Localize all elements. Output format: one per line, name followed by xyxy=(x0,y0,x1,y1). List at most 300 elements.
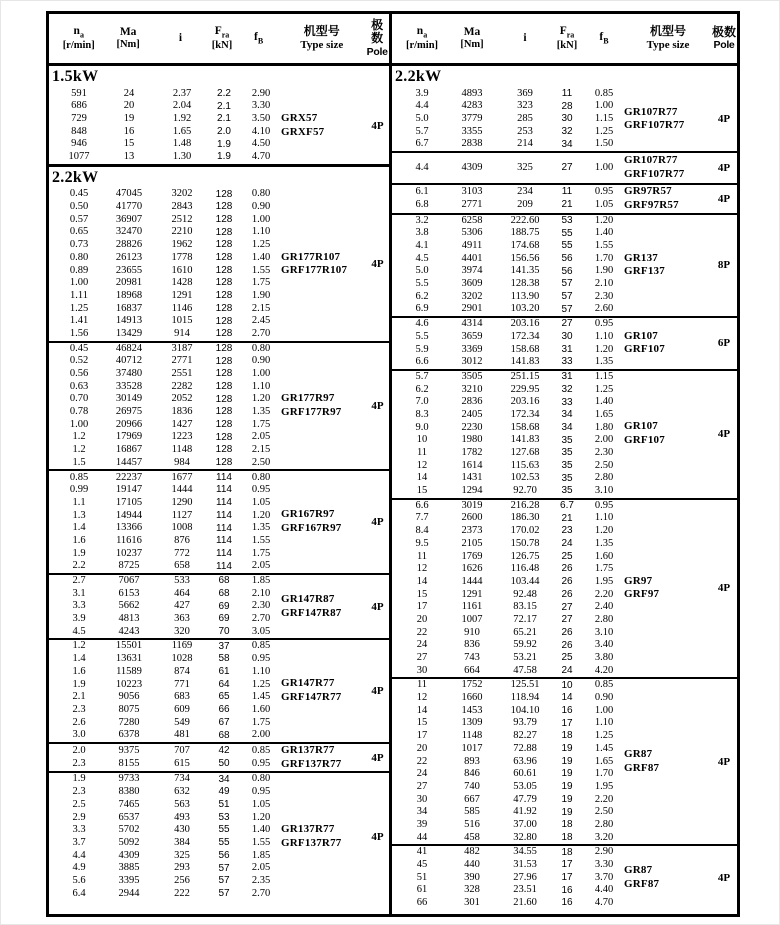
radial-force-value: 14 xyxy=(561,692,573,704)
torque-value: 667 xyxy=(464,793,480,805)
table-row xyxy=(57,799,281,812)
torque-value: 13 xyxy=(123,151,135,163)
ratio-value: 41.92 xyxy=(513,806,537,818)
torque-value: 30149 xyxy=(115,393,143,405)
radial-force-value: 34 xyxy=(561,138,573,150)
speed-value: 946 xyxy=(71,138,87,150)
speed-value: 5.7 xyxy=(415,370,429,382)
torque-value: 440 xyxy=(464,859,480,870)
type-size-value: GR147R77 xyxy=(281,677,335,690)
ratio-value: 427 xyxy=(174,600,190,612)
table-row xyxy=(400,240,624,253)
service-factor-value: 1.90 xyxy=(251,289,271,301)
radial-force-value: 55 xyxy=(561,227,573,239)
table-row xyxy=(57,640,281,653)
ratio-value: 2.37 xyxy=(172,87,192,99)
service-factor-value: 2.15 xyxy=(251,444,271,456)
table-row xyxy=(400,717,624,730)
radial-force-value: 51 xyxy=(218,799,230,811)
table-right-body xyxy=(392,66,737,914)
ratio-value: 103.44 xyxy=(510,575,540,587)
torque-value: 16867 xyxy=(115,444,143,456)
service-factor-value: 2.35 xyxy=(251,874,271,886)
radial-force-value: 128 xyxy=(215,328,233,340)
service-factor-value: 1.10 xyxy=(251,380,271,392)
radial-force-value: 56 xyxy=(561,252,573,264)
table-row xyxy=(400,755,624,768)
torque-value: 26975 xyxy=(115,406,143,418)
torque-value: 17969 xyxy=(115,431,143,443)
speed-value: 0.63 xyxy=(69,380,89,392)
service-factor-value: 3.30 xyxy=(251,100,271,112)
service-factor-value: 3.10 xyxy=(594,485,614,497)
ratio-value: 222 xyxy=(174,887,190,899)
service-factor-value: 3.05 xyxy=(251,625,271,637)
service-factor-value: 1.95 xyxy=(594,780,614,792)
table-row xyxy=(57,328,281,341)
ratio-value: 609 xyxy=(174,703,190,715)
ratio-value: 172.34 xyxy=(510,330,540,342)
service-factor-value: 2.80 xyxy=(594,472,614,484)
table-row xyxy=(57,824,281,837)
type-size-cell xyxy=(624,575,712,603)
torque-value: 3885 xyxy=(118,862,140,874)
pole-value: 4P xyxy=(371,258,384,271)
radial-force-value: 30 xyxy=(561,331,573,343)
ratio-value: 2771 xyxy=(171,355,193,367)
radial-force-value: 57 xyxy=(218,862,230,874)
service-factor-value: 1.40 xyxy=(251,824,271,836)
service-factor-value: 1.55 xyxy=(251,534,271,546)
service-factor-value: 0.95 xyxy=(251,653,271,665)
torque-value: 18968 xyxy=(115,289,143,301)
radial-force-value: 1.9 xyxy=(217,151,231,163)
torque-value: 4309 xyxy=(461,161,483,173)
table-row xyxy=(57,691,281,704)
type-size-value: GR137R77 xyxy=(281,743,335,756)
radial-force-value: 19 xyxy=(561,806,573,818)
torque-value: 4893 xyxy=(461,87,483,99)
speed-value: 3.1 xyxy=(72,587,86,599)
speed-value: 8.4 xyxy=(415,525,429,537)
ratio-value: 683 xyxy=(174,691,190,703)
radial-force-value: 19 xyxy=(561,768,573,780)
ratio-value: 2.04 xyxy=(172,100,192,112)
torque-value: 458 xyxy=(464,831,480,843)
table-row xyxy=(400,639,624,652)
torque-value: 40712 xyxy=(115,355,143,367)
service-factor-value: 0.85 xyxy=(594,679,614,691)
pole-value: 4P xyxy=(717,871,731,884)
ratio-value: 116.48 xyxy=(510,563,540,575)
speed-value: 2.3 xyxy=(72,703,86,715)
spec-block xyxy=(392,498,737,678)
radial-force-value: 128 xyxy=(215,201,233,213)
torque-value: 516 xyxy=(464,818,480,830)
speed-value: 11 xyxy=(416,550,428,562)
radial-force-value: 30 xyxy=(561,113,573,125)
service-factor-value: 4.20 xyxy=(594,664,614,676)
radial-force-value: 6.7 xyxy=(560,500,574,511)
ratio-value: 141.83 xyxy=(510,356,540,368)
speed-value: 0.52 xyxy=(69,355,89,367)
ratio-value: 256 xyxy=(174,874,190,886)
table-right-half xyxy=(389,14,737,914)
service-factor-value: 1.85 xyxy=(251,849,271,861)
radial-force-value: 35 xyxy=(561,434,573,446)
ratio-value: 32.80 xyxy=(513,831,537,843)
service-factor-value: 1.25 xyxy=(594,125,614,137)
torque-value: 1769 xyxy=(461,550,483,562)
speed-value: 6.7 xyxy=(415,138,429,150)
numeric-rows xyxy=(57,640,281,742)
speed-value: 51 xyxy=(416,871,428,883)
service-factor-value: 2.05 xyxy=(251,862,271,874)
table-row xyxy=(400,278,624,291)
numeric-rows xyxy=(57,343,281,470)
table-row xyxy=(57,786,281,799)
torque-value: 2838 xyxy=(461,138,483,150)
numeric-rows xyxy=(400,679,624,844)
torque-value: 2405 xyxy=(461,408,483,420)
type-size-cell xyxy=(624,252,712,280)
torque-value: 47045 xyxy=(115,188,143,200)
speed-value: 2.2 xyxy=(72,560,86,572)
spec-block xyxy=(392,844,737,909)
ratio-value: 118.94 xyxy=(510,692,540,704)
table-row xyxy=(57,666,281,679)
table-row xyxy=(57,717,281,730)
service-factor-value: 1.35 xyxy=(251,406,271,418)
spec-block xyxy=(392,677,737,844)
table-row xyxy=(400,343,624,356)
table-row xyxy=(400,215,624,228)
type-size-value: GR97R57 xyxy=(624,185,672,198)
radial-force-value: 53 xyxy=(561,214,573,226)
torque-value: 3210 xyxy=(461,383,483,395)
service-factor-value: 2.90 xyxy=(594,846,614,858)
torque-value: 2901 xyxy=(461,303,483,315)
power-section xyxy=(49,66,389,164)
service-factor-value: 1.25 xyxy=(594,383,614,395)
table-row xyxy=(57,497,281,510)
speed-value: 729 xyxy=(71,113,87,125)
service-factor-value: 0.80 xyxy=(251,773,271,785)
table-row xyxy=(400,199,624,212)
speed-value: 3.3 xyxy=(72,600,86,612)
numeric-rows xyxy=(57,575,281,638)
torque-value: 11616 xyxy=(116,534,142,546)
header-pole: 极数 Pole xyxy=(366,17,388,59)
type-size-value: GRF147R77 xyxy=(281,691,342,704)
radial-force-value: 55 xyxy=(218,824,230,836)
header-service-factor: $f_B$ xyxy=(253,31,264,46)
radial-force-value: 114 xyxy=(216,560,232,572)
type-size-value: GRF107 xyxy=(624,343,665,356)
speed-value: 0.50 xyxy=(69,201,89,213)
type-size-cell xyxy=(624,106,712,134)
speed-value: 45 xyxy=(416,859,428,870)
spec-block xyxy=(49,88,389,164)
ratio-value: 874 xyxy=(174,665,190,677)
speed-value: 0.45 xyxy=(69,188,89,200)
radial-force-value: 128 xyxy=(215,315,233,327)
service-factor-value: 1.75 xyxy=(594,563,614,575)
ratio-value: 141.35 xyxy=(510,265,540,277)
spec-block xyxy=(49,469,389,573)
service-factor-value: 2.30 xyxy=(594,290,614,302)
speed-value: 1.2 xyxy=(72,444,86,456)
radial-force-value: 128 xyxy=(215,252,233,264)
ratio-value: 72.88 xyxy=(513,742,537,754)
service-factor-value: 0.95 xyxy=(251,786,271,798)
service-factor-value: 1.40 xyxy=(594,396,614,408)
ratio-value: 127.68 xyxy=(510,447,540,458)
service-factor-value: 4.50 xyxy=(251,138,271,150)
ratio-value: 125.51 xyxy=(510,679,540,691)
radial-force-value: 42 xyxy=(218,745,230,757)
torque-value: 2230 xyxy=(461,421,483,433)
service-factor-value: 2.20 xyxy=(594,588,614,600)
table-row xyxy=(57,406,281,419)
speed-value: 12 xyxy=(416,459,428,471)
torque-value: 3609 xyxy=(461,278,483,290)
table-row xyxy=(57,548,281,561)
table-row xyxy=(57,431,281,444)
torque-value: 2373 xyxy=(461,525,483,537)
torque-value: 664 xyxy=(464,664,480,676)
table-row xyxy=(57,626,281,639)
table-row xyxy=(400,318,624,331)
torque-value: 19 xyxy=(123,113,135,125)
radial-force-value: 68 xyxy=(218,587,230,599)
ratio-value: 325 xyxy=(517,161,533,173)
radial-force-value: 61 xyxy=(218,666,230,678)
ratio-value: 251.15 xyxy=(510,370,540,382)
radial-force-value: 128 xyxy=(215,393,233,405)
service-factor-value: 0.95 xyxy=(594,499,614,511)
type-size-cell xyxy=(624,420,712,448)
ratio-value: 1836 xyxy=(171,406,193,418)
ratio-value: 632 xyxy=(174,786,190,798)
torque-value: 41770 xyxy=(115,201,143,213)
speed-value: 6.8 xyxy=(415,198,429,210)
ratio-value: 914 xyxy=(174,327,190,339)
radial-force-value: 37 xyxy=(218,640,230,652)
radial-force-value: 18 xyxy=(561,846,573,858)
table-row xyxy=(400,434,624,447)
type-size-cell xyxy=(624,185,712,213)
radial-force-value: 53 xyxy=(218,811,230,823)
ratio-value: 203.16 xyxy=(510,396,540,408)
table-row xyxy=(400,303,624,316)
ratio-value: 293 xyxy=(174,862,190,874)
ratio-value: 104.10 xyxy=(510,704,540,716)
service-factor-value: 2.50 xyxy=(251,456,271,468)
table-row xyxy=(400,601,624,614)
spec-block xyxy=(392,183,737,213)
speed-value: 4.4 xyxy=(415,161,429,173)
ratio-value: 60.61 xyxy=(513,768,537,780)
table-row xyxy=(57,201,281,214)
ratio-value: 115.63 xyxy=(510,459,540,471)
table-row xyxy=(400,588,624,601)
table-row xyxy=(57,862,281,875)
torque-value: 2944 xyxy=(118,887,140,899)
torque-value: 8380 xyxy=(118,786,140,798)
speed-value: 15 xyxy=(416,485,428,497)
type-size-value: GR97 xyxy=(624,574,653,587)
table-row xyxy=(57,522,281,535)
ratio-value: 37.00 xyxy=(513,818,537,830)
table-row xyxy=(400,872,624,885)
ratio-value: 533 xyxy=(174,575,190,587)
service-factor-value: 1.20 xyxy=(594,214,614,226)
torque-value: 1148 xyxy=(461,730,483,742)
table-left-half xyxy=(49,14,389,914)
service-factor-value: 1.10 xyxy=(251,226,271,238)
header-speed: $n_a$ [r/min] xyxy=(62,25,95,51)
table-row xyxy=(400,832,624,845)
table-row xyxy=(57,588,281,601)
speed-value: 5.9 xyxy=(415,343,429,355)
service-factor-value: 1.85 xyxy=(251,575,271,587)
type-size-value: GRF97R57 xyxy=(624,198,679,211)
torque-value: 5702 xyxy=(118,824,140,836)
speed-value: 1.6 xyxy=(72,665,86,677)
speed-value: 1.3 xyxy=(72,509,86,521)
type-size-value: GR137R77 xyxy=(281,823,335,836)
service-factor-value: 3.10 xyxy=(594,626,614,638)
radial-force-value: 18 xyxy=(561,730,573,742)
ratio-value: 3187 xyxy=(171,342,193,354)
speed-value: 5.5 xyxy=(415,278,429,290)
radial-force-value: 57 xyxy=(218,875,230,887)
ratio-value: 156.56 xyxy=(510,252,540,264)
radial-force-value: 18 xyxy=(561,831,573,843)
ratio-value: 2210 xyxy=(171,226,193,238)
header-ratio: i xyxy=(523,31,527,44)
power-section-title: 2.2kW xyxy=(395,68,442,85)
speed-value: 12 xyxy=(416,692,428,704)
table-row xyxy=(57,113,281,126)
torque-value: 1752 xyxy=(461,679,483,691)
torque-value: 7465 xyxy=(118,798,140,810)
spec-block xyxy=(49,341,389,470)
ratio-value: 83.15 xyxy=(513,601,537,613)
numeric-rows xyxy=(400,186,624,211)
service-factor-value: 0.85 xyxy=(251,640,271,652)
speed-value: 24 xyxy=(416,639,428,651)
radial-force-value: 128 xyxy=(215,444,233,456)
speed-value: 41 xyxy=(416,846,428,858)
speed-value: 30 xyxy=(416,793,428,805)
ratio-value: 1677 xyxy=(171,471,193,483)
speed-value: 34 xyxy=(416,806,428,818)
ratio-value: 229.95 xyxy=(510,383,540,395)
torque-value: 1431 xyxy=(461,472,483,484)
radial-force-value: 128 xyxy=(215,290,233,302)
torque-value: 1294 xyxy=(461,485,483,497)
service-factor-value: 1.05 xyxy=(251,496,271,508)
ratio-value: 1.65 xyxy=(172,125,192,137)
radial-force-value: 23 xyxy=(561,525,573,537)
radial-force-value: 17 xyxy=(561,717,573,729)
service-factor-value: 3.80 xyxy=(594,652,614,663)
ratio-value: 63.96 xyxy=(513,755,537,767)
numeric-rows xyxy=(400,318,624,369)
speed-value: 2.0 xyxy=(72,745,86,757)
table-row xyxy=(400,500,624,513)
table-row xyxy=(57,138,281,151)
radial-force-value: 2.2 xyxy=(217,87,231,99)
speed-value: 1.4 xyxy=(72,653,86,665)
speed-value: 4.4 xyxy=(72,849,86,861)
ratio-value: 141.83 xyxy=(510,434,540,446)
table-row xyxy=(400,614,624,627)
service-factor-value: 1.45 xyxy=(251,691,271,703)
radial-force-value: 69 xyxy=(218,613,230,625)
table-row xyxy=(57,850,281,863)
speed-value: 1.00 xyxy=(69,418,89,430)
table-row xyxy=(57,444,281,457)
radial-force-value: 16 xyxy=(561,897,573,909)
table-row xyxy=(57,368,281,381)
table-row xyxy=(57,381,281,394)
ratio-value: 103.20 xyxy=(510,303,540,315)
table-row xyxy=(57,535,281,548)
service-factor-value: 2.50 xyxy=(594,459,614,471)
table-row xyxy=(400,485,624,498)
radial-force-value: 128 xyxy=(215,406,233,418)
torque-value: 1007 xyxy=(461,613,483,625)
radial-force-value: 27 xyxy=(561,162,573,174)
radial-force-value: 69 xyxy=(218,600,230,612)
torque-value: 3355 xyxy=(461,125,483,137)
radial-force-value: 34 xyxy=(218,773,230,785)
radial-force-value: 35 xyxy=(561,472,573,484)
radial-force-value: 35 xyxy=(561,485,573,497)
radial-force-value: 19 xyxy=(561,793,573,805)
speed-value: 17 xyxy=(416,730,428,742)
speed-value: 27 xyxy=(416,780,428,792)
torque-value: 2771 xyxy=(461,198,483,210)
speed-value: 20 xyxy=(416,742,428,754)
type-size-value: GRF167R97 xyxy=(281,522,342,535)
radial-force-value: 19 xyxy=(561,781,573,793)
service-factor-value: 0.90 xyxy=(594,692,614,704)
ratio-value: 876 xyxy=(174,534,190,546)
speed-value: 66 xyxy=(416,897,428,909)
service-factor-value: 2.10 xyxy=(594,278,614,290)
table-row xyxy=(57,510,281,523)
spec-block xyxy=(49,188,389,340)
service-factor-value: 1.65 xyxy=(594,408,614,420)
torque-value: 743 xyxy=(464,652,480,663)
radial-force-value: 10 xyxy=(561,679,573,691)
radial-force-value: 64 xyxy=(218,678,230,690)
ratio-value: 59.92 xyxy=(513,639,537,651)
service-factor-value: 1.05 xyxy=(594,198,614,210)
service-factor-value: 0.85 xyxy=(251,745,271,757)
table-row xyxy=(400,265,624,278)
table-row xyxy=(400,356,624,369)
service-factor-value: 1.65 xyxy=(594,755,614,767)
ratio-value: 150.78 xyxy=(510,537,540,549)
torque-value: 3103 xyxy=(461,186,483,198)
service-factor-value: 1.55 xyxy=(251,836,271,848)
ratio-value: 253 xyxy=(517,125,533,137)
